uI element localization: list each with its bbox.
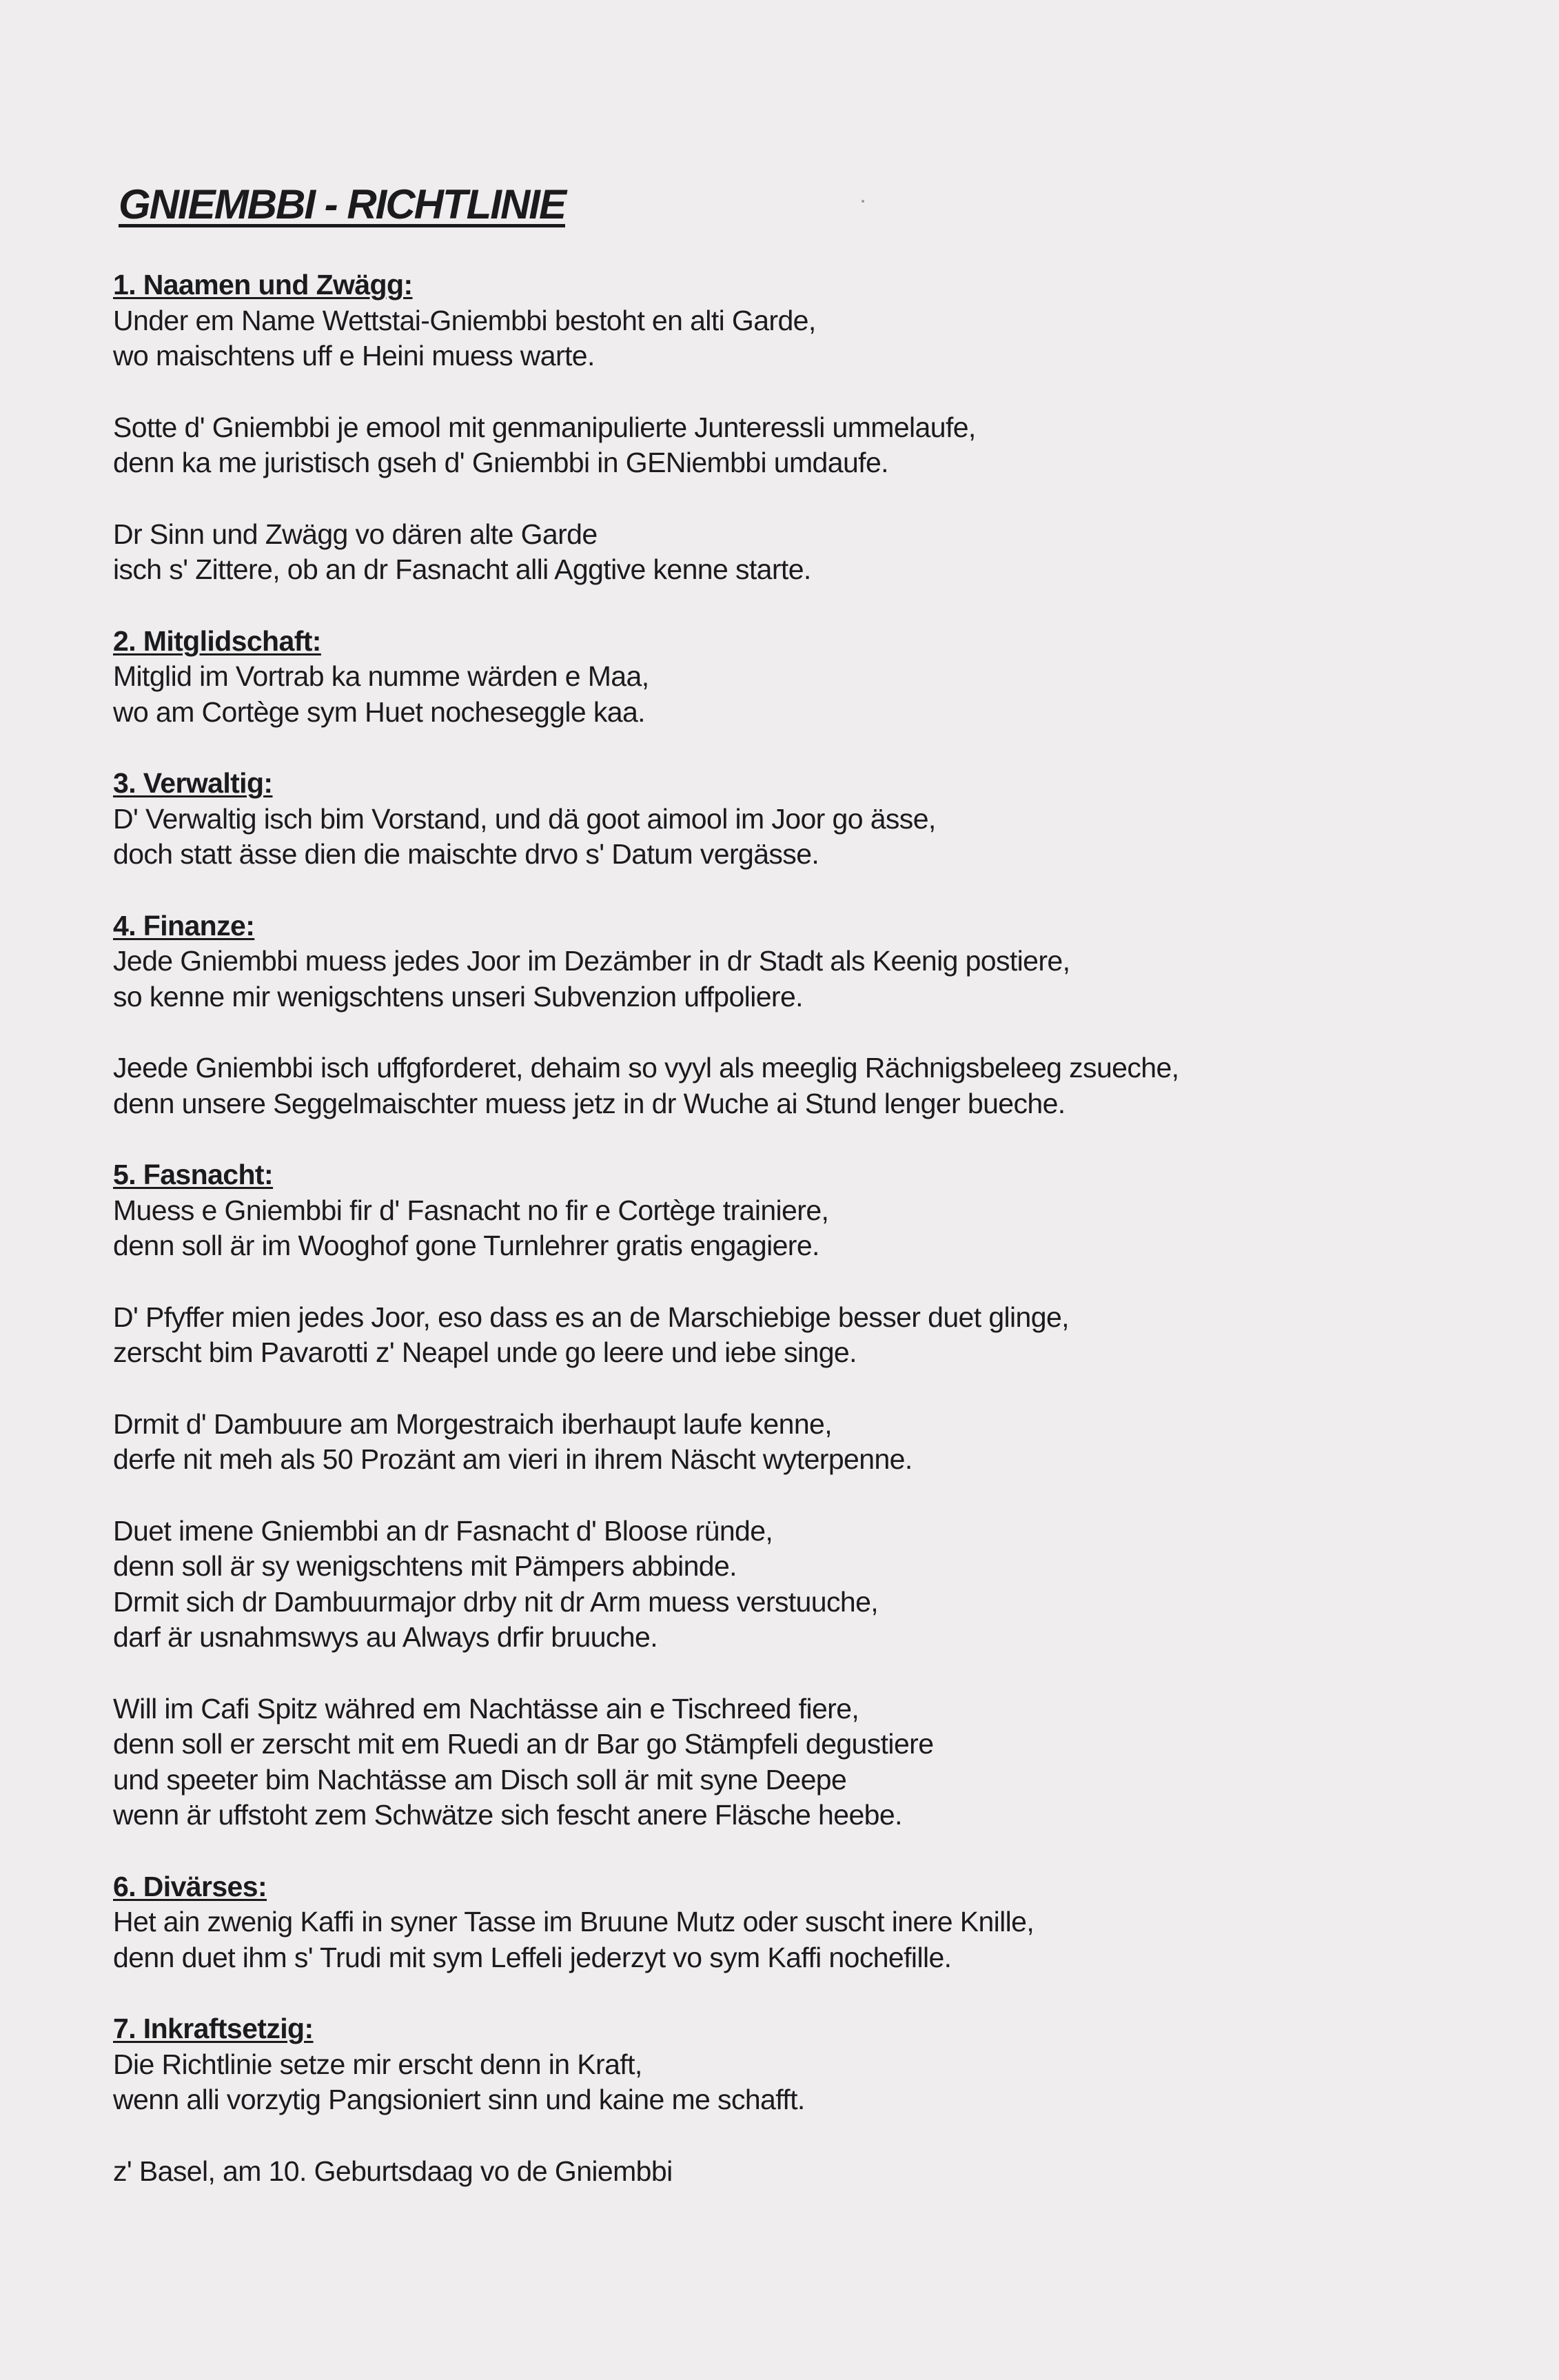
paragraph — [113, 410, 1505, 481]
text-line: so kenne mir wenigschtens unseri Subvenzion uffpoliere. — [113, 980, 803, 1013]
section-heading: 3. Verwaltig: — [113, 767, 273, 799]
text-line: denn duet ihm s' Trudi mit sym Leffeli jederzyt vo sym Kaffi nochefille. — [113, 1941, 952, 1973]
text-line: wo am Cortège sym Huet nocheseggle kaa. — [113, 695, 645, 728]
text-line: denn soll är sy wenigschtens mit Pämpers abbinde. — [113, 1550, 737, 1582]
section-3 — [113, 766, 1505, 873]
section-heading: 6. Divärses: — [113, 1870, 267, 1902]
section-7 — [113, 2011, 1505, 2118]
text-line: Jede Gniembbi muess jedes Joor im Dezämber in dr Stadt als Keenig postiere, — [113, 945, 1070, 977]
document-title: GNIEMBBI - RICHTLINIE — [119, 181, 565, 227]
text-line: denn soll er zerscht mit em Ruedi an dr Bar go Stämpfeli degustiere — [113, 1728, 934, 1760]
text-line: Sotte d' Gniembbi je emool mit genmanipulierte Junteressli ummelaufe, — [113, 411, 976, 443]
text-line: D' Pfyffer mien jedes Joor, eso dass es an de Marschiebige besser duet glinge, — [113, 1301, 1069, 1333]
paragraph — [113, 1050, 1505, 1121]
paragraph — [113, 944, 1505, 1015]
text-line: denn soll är im Wooghof gone Turnlehrer gratis engagiere. — [113, 1230, 819, 1261]
text-line: D' Verwaltig isch bim Vorstand, und dä goot aimool im Joor go ässe, — [113, 802, 936, 835]
section-6 — [113, 1869, 1505, 1976]
paragraph — [113, 1691, 1505, 1833]
text-line: wenn alli vorzytig Pangsioniert sinn und kaine me schafft. — [113, 2084, 805, 2115]
paragraph — [113, 1300, 1505, 1371]
paragraph — [113, 303, 1505, 374]
closing-line: z' Basel, am 10. Geburtsdaag vo de Gniembbi — [113, 2155, 673, 2187]
section-heading: 4. Finanze: — [113, 909, 255, 942]
section-heading: 1. Naamen und Zwägg: — [113, 269, 413, 301]
section-1 — [113, 267, 1505, 588]
text-line: Dr Sinn und Zwägg vo dären alte Garde — [113, 518, 598, 550]
section-heading: 5. Fasnacht: — [113, 1159, 274, 1190]
text-line: isch s' Zittere, ob an dr Fasnacht alli Aggtive kenne starte. — [113, 553, 811, 585]
paragraph — [113, 517, 1505, 588]
text-line: und speeter bim Nachtässe am Disch soll är mit syne Deepe — [113, 1763, 847, 1796]
text-line: Under em Name Wettstai-Gniembbi bestoht en alti Garde, — [113, 304, 816, 336]
section-5 — [113, 1157, 1505, 1833]
text-line: wo maischtens uff e Heini muess warte. — [113, 340, 595, 372]
text-line: Mitglid im Vortrab ka numme wärden e Maa, — [113, 660, 649, 692]
text-line: denn ka me juristisch gseh d' Gniembbi in GENiembbi umdaufe. — [113, 447, 888, 478]
text-line: Die Richtlinie setze mir erscht denn in Kraft, — [113, 2048, 642, 2080]
text-line: Muess e Gniembbi fir d' Fasnacht no fir e Cortège trainiere, — [113, 1194, 829, 1226]
section-heading: 7. Inkraftsetzig: — [113, 2013, 314, 2044]
paragraph — [113, 1904, 1505, 1975]
text-line: Drmit d' Dambuure am Morgestraich iberhaupt laufe kenne, — [113, 1407, 833, 1440]
text-line: denn unsere Seggelmaischter muess jetz in dr Wuche ai Stund lenger bueche. — [113, 1087, 1066, 1119]
paragraph — [113, 802, 1505, 873]
text-line: Het ain zwenig Kaffi in syner Tasse im Bruune Mutz oder suscht inere Knille, — [113, 1906, 1035, 1937]
paragraph — [113, 1407, 1505, 1478]
document-body — [113, 267, 1505, 2189]
paragraph — [113, 2047, 1505, 2118]
text-line: darf är usnahmswys au Always drfir bruuche. — [113, 1621, 658, 1653]
paragraph — [113, 659, 1505, 730]
section-list — [113, 267, 1505, 2118]
paragraph — [113, 1514, 1505, 1656]
section-4 — [113, 908, 1505, 1122]
text-line: zerscht bim Pavarotti z' Neapel unde go leere und iebe singe. — [113, 1336, 857, 1368]
section-2 — [113, 624, 1505, 731]
text-line: doch statt ässe dien die maischte drvo s' Datum vergässe. — [113, 838, 819, 870]
text-line: Drmit sich dr Dambuurmajor drby nit dr Arm muess verstuuche, — [113, 1585, 879, 1618]
text-line: Jeede Gniembbi isch uffgforderet, dehaim so vyyl als meeglig Rächnigsbeleeg zsueche, — [113, 1052, 1179, 1084]
paragraph — [113, 1193, 1505, 1264]
text-line: Will im Cafi Spitz währed em Nachtässe ain e Tischreed fiere, — [113, 1692, 859, 1725]
text-line: derfe nit meh als 50 Prozänt am vieri in ihrem Näscht wyterpenne. — [113, 1443, 913, 1475]
text-line: wenn är uffstoht zem Schwätze sich fescht anere Fläsche heebe. — [113, 1799, 902, 1831]
text-line: Duet imene Gniembbi an dr Fasnacht d' Bloose ründe, — [113, 1514, 773, 1547]
paper-speck — [862, 200, 864, 203]
section-heading: 2. Mitglidschaft: — [113, 624, 321, 657]
